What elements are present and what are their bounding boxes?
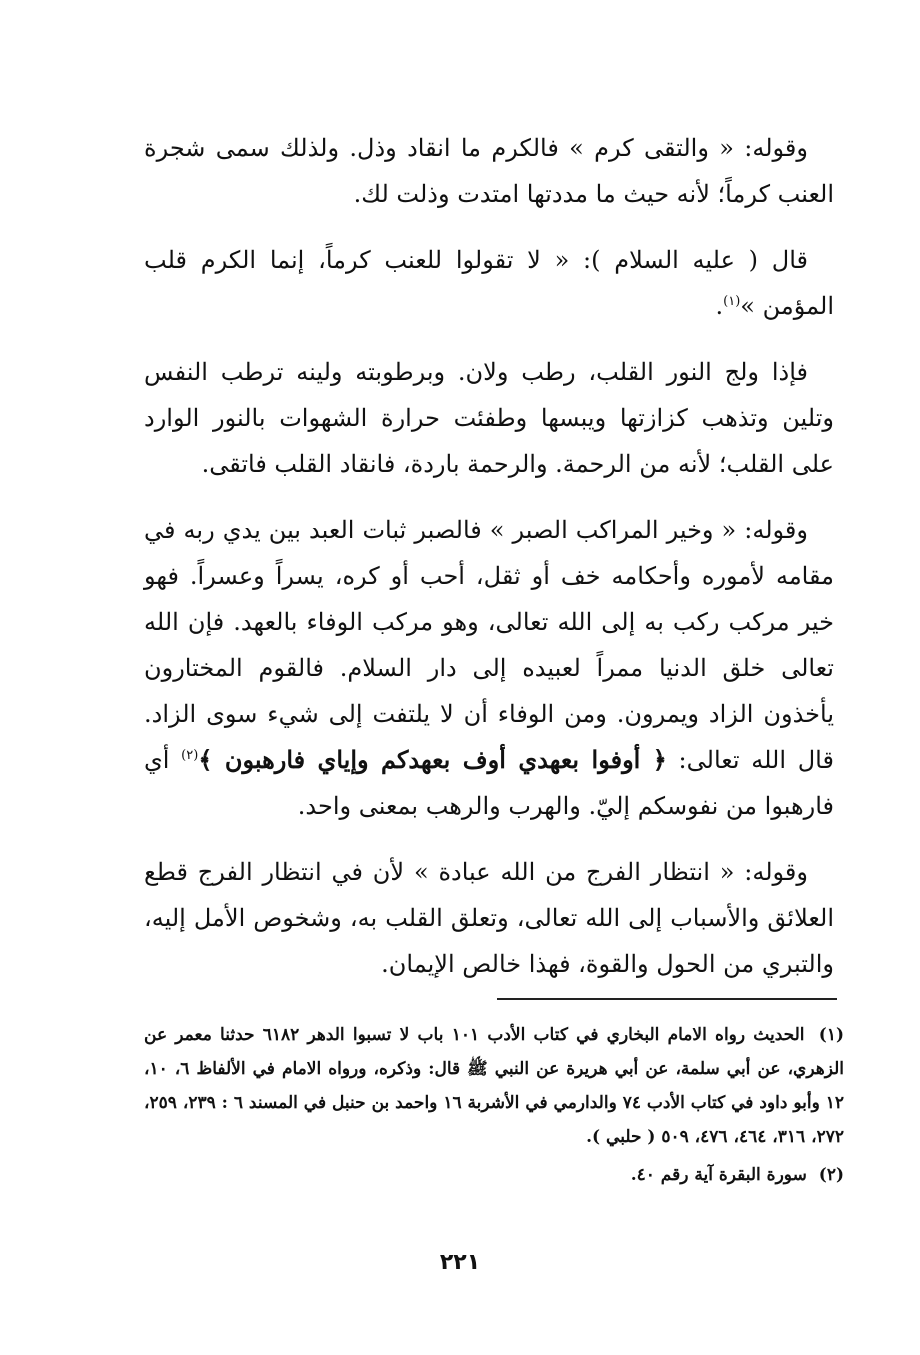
paragraph-1-text: وقوله: « والتقى كرم » فالكرم ما انقاد وذل. ولذلك سمى شجرة العنب كرماً؛ لأنه حيث ما مددتها امتدت وذلت لك. bbox=[144, 134, 834, 208]
footnote-1-text: الحديث رواه الامام البخاري في كتاب الأدب ١٠١ باب لا تسبوا الدهر ٦١٨٢ حدثنا معمر عن الزهري، عن أبي سلمة، عن أبي هريرة عن النبي ﷺ قال: وذكره، ورواه الامام في الألفاظ ٦، ١٠، ١٢ وأبو داود في كتاب الأدب ٧٤ والدارمي في الأشربة ١٦ واحمد بن حنبل في المسند ٦ : ٢٣٩، ٢٥٩، ٢٧٢، ٣١٦، ٤٦٤، ٤٧٦، ٥٠٩ ( حلبي ). bbox=[144, 1025, 844, 1147]
footnote-2 bbox=[144, 1158, 844, 1192]
paragraph-4 bbox=[144, 507, 834, 829]
paragraph-2-tail: . bbox=[715, 292, 724, 320]
paragraph-3 bbox=[144, 349, 834, 487]
paragraph-4-text: وقوله: « وخير المراكب الصبر » فالصبر ثبات العبد بين يدي ربه في مقامه لأموره وأحكامه خف أو ثقل، أحب أو كره، يسراً وعسراً. فهو خير مركب ركب به إلى الله تعالى، وهو مركب الوفاء بالعهد. فإن الله تعالى خلق الدنيا ممراً لعبيده إلى دار السلام. فالقوم المختارون يأخذون الزاد ويمرون. ومن الوفاء أن لا يلتفت إلى شيء سوى الزاد. قال الله تعالى: bbox=[144, 516, 835, 774]
footnote-2-text: سورة البقرة آية رقم ٤٠. bbox=[630, 1165, 807, 1185]
main-text bbox=[144, 125, 834, 1007]
page-number: ٢٢١ bbox=[439, 1250, 481, 1275]
footnotes bbox=[144, 1018, 844, 1196]
paragraph-1 bbox=[144, 125, 834, 217]
paragraph-2-text: قال ( عليه السلام ): « لا تقولوا للعنب كرماً، إنما الكرم قلب المؤمن » bbox=[144, 246, 834, 320]
footnote-divider bbox=[497, 998, 837, 1000]
paragraph-5 bbox=[144, 849, 834, 987]
footnote-1-number: (١) bbox=[818, 1025, 845, 1045]
footnote-ref-2[interactable]: (٢) bbox=[181, 748, 199, 763]
footnote-1 bbox=[144, 1018, 844, 1154]
paragraph-5-text: وقوله: « انتظار الفرج من الله عبادة » لأن في انتظار الفرج قطع العلائق والأسباب إلى الله تعالى، وتعلق القلب به، وشخوص الأمل إليه، والتبري من الحول والقوة، فهذا خالص الإيمان. bbox=[144, 858, 834, 978]
quran-verse: ﴿ أوفوا بعهدي أوف بعهدكم وإياي فارهبون ﴾ bbox=[198, 745, 667, 774]
paragraph-4-tail: أي فارهبوا من نفوسكم إليّ. والهرب والرهب بمعنى واحد. bbox=[144, 746, 834, 820]
paragraph-3-text: فإذا ولج النور القلب، رطب ولان. وبرطوبته ولينه ترطب النفس وتلين وتذهب كزازتها ويبسها وطفئت حرارة الشهوات بالنور الوارد على القلب؛ لأنه من الرحمة. والرحمة باردة، فانقاد القلب فاتقى. bbox=[144, 358, 834, 478]
footnote-2-number: (٢) bbox=[818, 1165, 844, 1185]
paragraph-2 bbox=[144, 237, 834, 329]
footnote-ref-1[interactable]: (١) bbox=[723, 294, 741, 309]
